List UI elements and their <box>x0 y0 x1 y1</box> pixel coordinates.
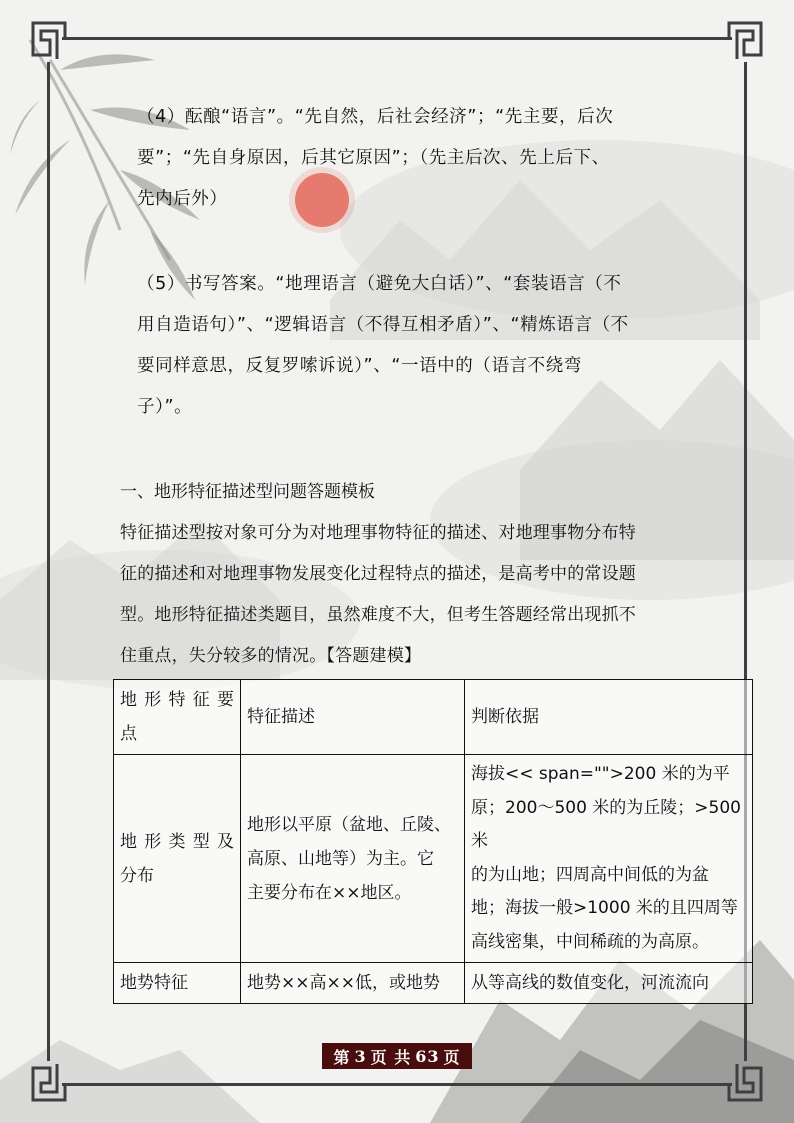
cell-line: 原；200～500 米的为丘陵；>500 米 <box>471 797 741 851</box>
table-cell <box>114 755 241 963</box>
cell-line: 高原、山地等）为主。它 <box>247 848 434 869</box>
table-row <box>114 963 753 1004</box>
paragraph-line: 型。地形特征描述类题目，虽然难度不大，但考生答题经常出现抓不 <box>120 605 636 625</box>
paragraph-line: 特征描述型按对象可分为对地理事物特征的描述、对地理事物分布特 <box>120 523 636 543</box>
paragraph-line: 征的描述和对地理事物发展变化过程特点的描述，是高考中的常设题 <box>120 564 636 584</box>
paragraph-line: 要”；“先自身原因，后其它原因”；（先主后次、先上后下、 <box>137 148 610 168</box>
section-intro <box>120 513 680 677</box>
cell-line: 海拔<< span="">200 米的为平 <box>471 764 730 784</box>
paragraph-line: 用自造语句）”、“逻辑语言（不得互相矛盾）”、“精炼语言（不 <box>137 315 629 335</box>
answer-template-table <box>113 679 753 1004</box>
table-cell: 地势××高××低，或地势 <box>241 963 465 1004</box>
current-page-number: 3 <box>354 1046 367 1066</box>
paragraph-line: （4）酝酿“语言”。“先自然，后社会经济”；“先主要，后次 <box>137 107 614 127</box>
total-page-count: 63 <box>415 1046 440 1066</box>
section-heading: 一、地形特征描述型问题答题模板 <box>120 482 375 502</box>
table-header-cell: 判断依据 <box>465 680 753 755</box>
paragraph-step-4 <box>137 97 667 220</box>
table-cell: 从等高线的数值变化，河流流向 <box>465 963 753 1004</box>
cell-line: 高线密集，中间稀疏的为高原。 <box>471 931 709 952</box>
cell-line: 主要分布在××地区。 <box>247 882 412 903</box>
table-cell <box>241 755 465 963</box>
paragraph-line: 住重点，失分较多的情况。【答题建模】 <box>120 646 422 666</box>
paragraph-line: 子）”。 <box>137 397 193 417</box>
table-header-row <box>114 680 753 755</box>
paragraph-step-5 <box>137 264 667 428</box>
paragraph-line: （5）书写答案。“地理语言（避免大白话）”、“套装语言（不 <box>137 274 622 294</box>
table-header-cell <box>114 680 241 755</box>
paragraph-line: 先内后外） <box>137 189 228 209</box>
cell-line: 的为山地；四周高中间低的为盆 <box>471 864 709 885</box>
page-number-footer <box>322 1043 472 1069</box>
cell-line: 地；海拔一般>1000 米的且四周等 <box>471 898 738 918</box>
cell-line: 点 <box>120 724 137 744</box>
cell-line: 地形类型及 <box>120 831 234 852</box>
footer-middle: 页 共 <box>370 1047 412 1067</box>
table-cell: 地势特征 <box>114 963 241 1004</box>
footer-suffix: 页 <box>443 1047 461 1067</box>
cell-line: 地形以平原（盆地、丘陵、 <box>247 814 451 835</box>
cell-line: 地形特征要 <box>120 690 234 710</box>
table-row <box>114 755 753 963</box>
footer-prefix: 第 <box>333 1047 351 1067</box>
table-header-cell: 特征描述 <box>241 680 465 755</box>
paragraph-line: 要同样意思，反复罗嗦诉说）”、“一语中的（语言不绕弯 <box>137 356 582 376</box>
cell-line: 分布 <box>120 865 154 886</box>
table-cell <box>465 755 753 963</box>
